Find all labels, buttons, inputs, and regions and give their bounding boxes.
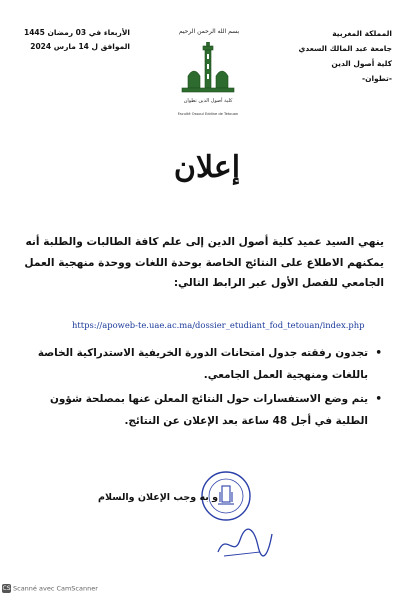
closing-line: و به وجب الإعلان والسلام: [98, 492, 218, 503]
logo-caption-fr: Faculté Ossoul Eddine de Tetouan: [177, 112, 239, 116]
date-gregorian: الموافق ل 14 مارس 2024: [30, 42, 130, 51]
announcement-paragraph: ينهي السيد عميد كلية أصول الدين إلى علم كافة الطالبات والطلبة أنه يمكنهم الاطلاع على النتائج الخاصة بوحدة اللغات ووحدة منهجية العمل الجامعي للفصل الأول عبر الرابط التالي:: [24, 236, 384, 289]
bullet-text: يتم وضع الاستفسارات حول النتائج المعلن عنها بمصلحة شؤون الطلبة في أجل 48 ساعة بعد الإعلان عن النتائج.: [50, 393, 368, 427]
scanner-text: Scanné avec CamScanner: [13, 584, 98, 593]
header-institution: [272, 26, 392, 86]
list-item: [22, 388, 382, 432]
page-title: إعلان: [173, 150, 241, 185]
signature: [214, 522, 274, 562]
basmala: بسم الله الرحمن الرحيم: [178, 28, 240, 35]
header-line-kingdom: المملكة المغربية: [332, 29, 392, 38]
bullet-text: تجدون رفقته جدول امتحانات الدورة الخريفية الاستدراكية الخاصة باللغات ومنهجية العمل الجامعي.: [37, 347, 368, 381]
faculty-logo: [172, 42, 244, 104]
scanner-watermark: [2, 584, 98, 593]
header-line-university: جامعة عبد المالك السعدي: [298, 44, 392, 53]
bullet-dot: •: [375, 347, 382, 359]
logo-caption: كلية أصول الدين تطوان: [183, 98, 233, 104]
bullet-list: [22, 342, 382, 434]
bullet-dot: •: [375, 393, 382, 405]
header-line-faculty: كلية أصول الدين: [331, 59, 392, 68]
results-link[interactable]: https://apoweb-te.uae.ac.ma/dossier_etudiant_fod_tetouan/index.php: [72, 320, 365, 330]
date-hijri: الأربعاء في 03 رمضان 1445: [23, 28, 130, 37]
list-item: [22, 342, 382, 386]
camscanner-icon: CS: [2, 585, 11, 592]
header-line-city: -تطوان-: [361, 74, 392, 83]
header-date: [18, 26, 130, 54]
